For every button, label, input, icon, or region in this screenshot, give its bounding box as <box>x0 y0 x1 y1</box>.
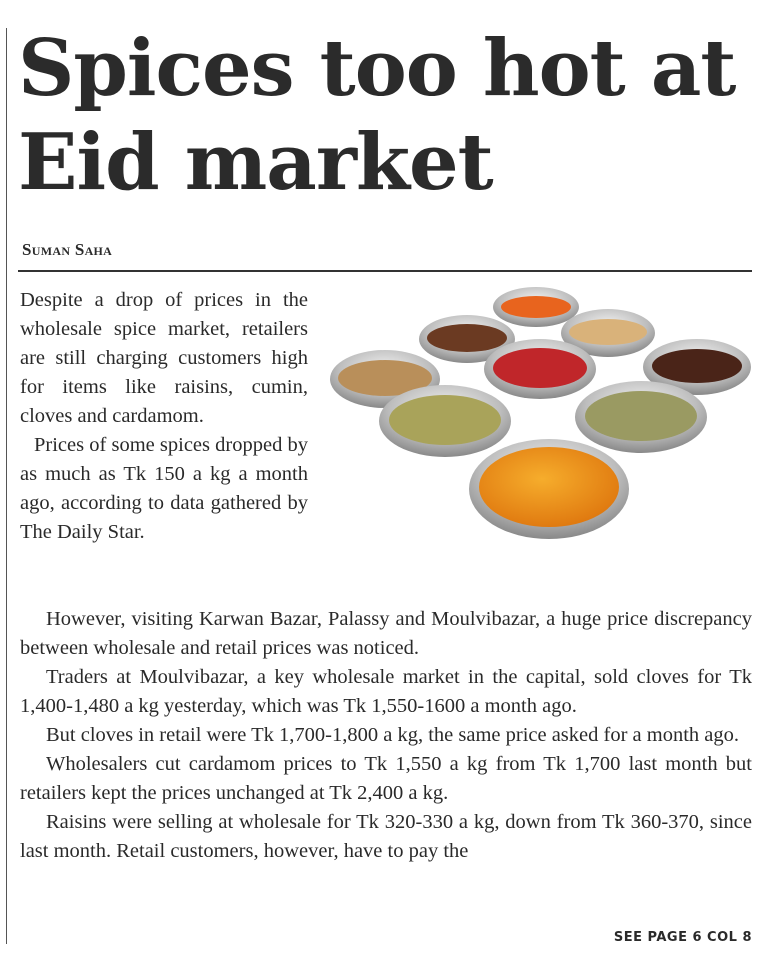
lead-column <box>20 286 308 547</box>
paragraph: Raisins were selling at wholesale for Tk 320-330 a kg, down from Tk 360-370, since last month. Retail customers, however, have to pay the <box>20 811 752 862</box>
paragraph: Despite a drop of prices in the wholesale spice market, retailers are still charging customers high for items like raisins, cumin, cloves and cardamom. <box>20 289 308 427</box>
paragraph: Wholesalers cut cardamom prices to Tk 1,550 a kg from Tk 1,700 last month but retailers kept the prices unchanged at Tk 2,400 a kg. <box>20 753 752 804</box>
bowl-fennel-seeds <box>575 381 707 453</box>
column-rule <box>6 28 7 944</box>
paragraph: However, visiting Karwan Bazar, Palassy and Moulvibazar, a huge price discrepancy between wholesale and retail prices was noticed. <box>20 608 752 659</box>
paragraph: Prices of some spices dropped by as much as Tk 150 a kg a month ago, according to data gathered by The Daily Star. <box>20 434 308 543</box>
paragraph: Traders at Moulvibazar, a key wholesale market in the capital, sold cloves for Tk 1,400-1,480 a kg yesterday, which was Tk 1,550-1600 a month ago. <box>20 666 752 717</box>
body-text <box>20 605 752 866</box>
byline-rule <box>18 270 752 272</box>
spice-bowls-photo <box>327 283 751 560</box>
paragraph: But cloves in retail were Tk 1,700-1,800 a kg, the same price asked for a month ago. <box>46 724 740 746</box>
bowl-green-cardamom <box>379 385 511 457</box>
bowl-chili-powder <box>493 287 579 327</box>
bowl-fill <box>501 296 571 318</box>
byline: Suman Saha <box>22 240 113 259</box>
bowl-turmeric-powder <box>469 439 629 539</box>
headline: Spices too hot at Eid market <box>18 23 736 208</box>
bowl-dried-red-chili <box>484 339 596 399</box>
continuation-link[interactable]: SEE PAGE 6 COL 8 <box>613 930 752 945</box>
